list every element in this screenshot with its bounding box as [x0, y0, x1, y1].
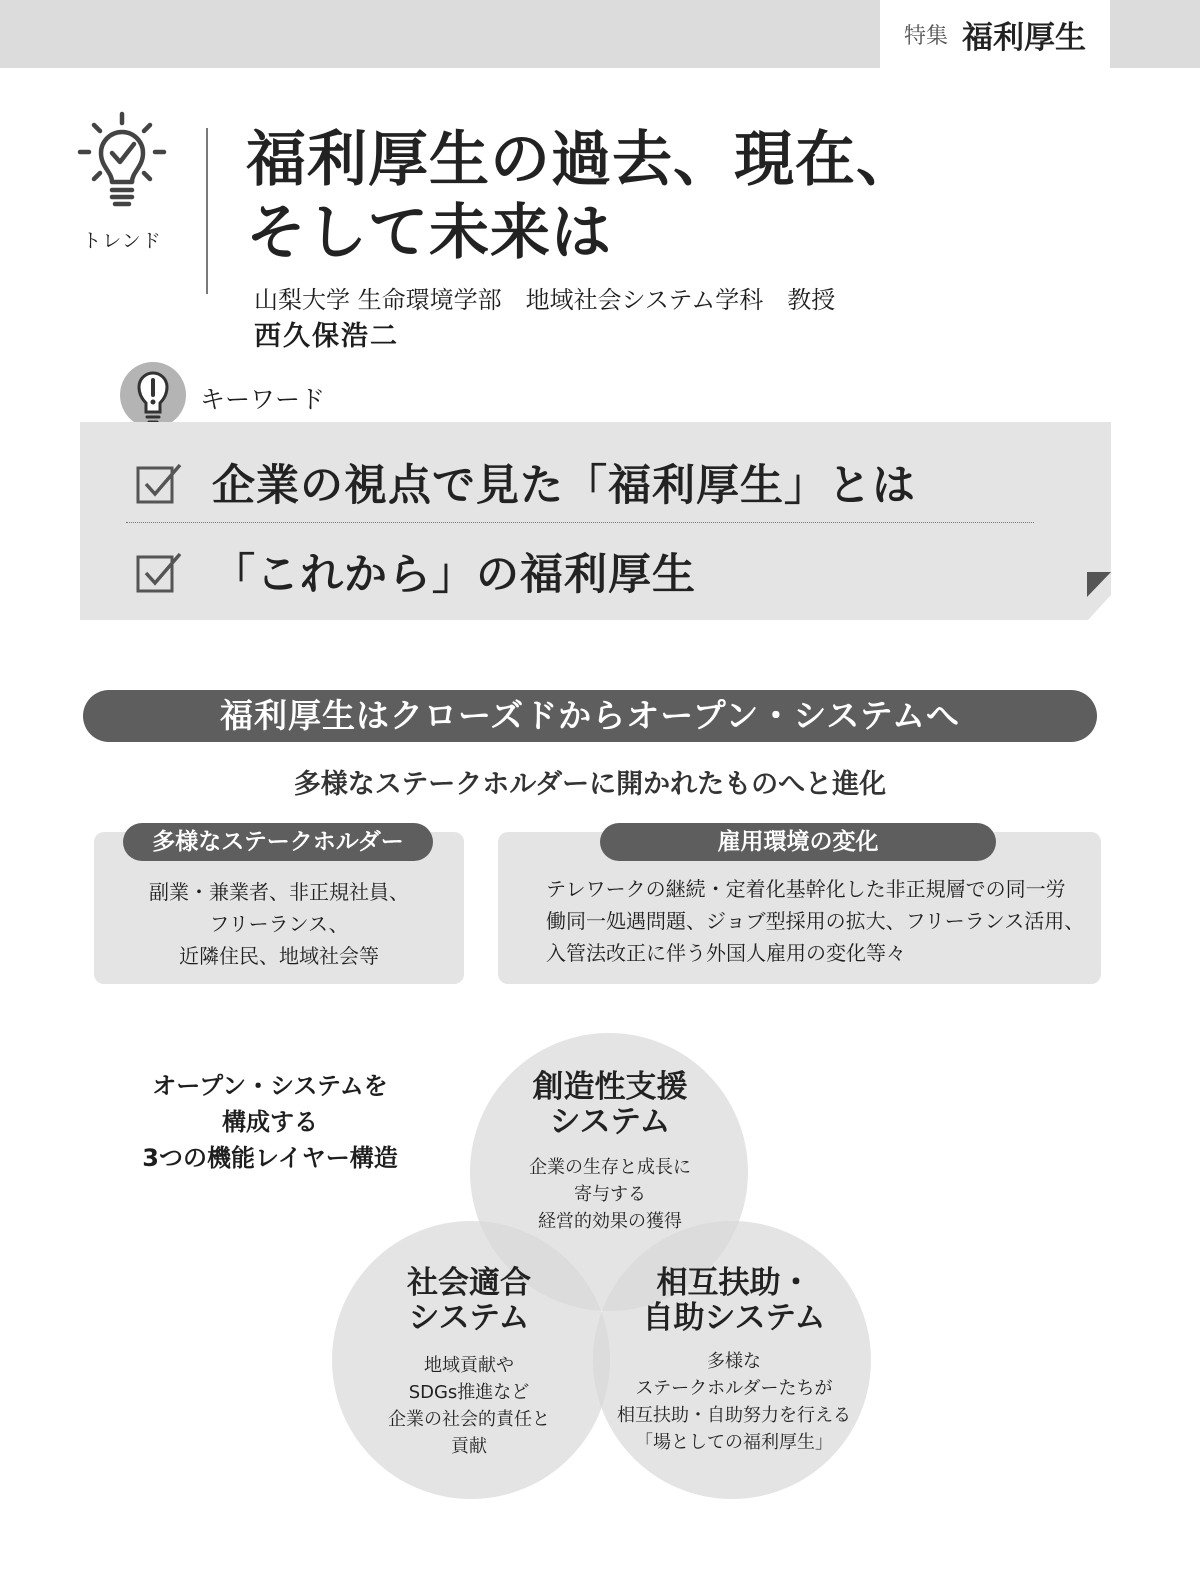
- section-banner: 福利厚生はクローズドからオープン・システムへ: [83, 690, 1097, 742]
- venn-desc-line: 地域貢献や: [424, 1355, 514, 1376]
- creativity-desc: [470, 1154, 750, 1235]
- venn-title-line: 創造性支援: [532, 1069, 688, 1105]
- feature-name: 福利厚生: [962, 19, 1086, 56]
- author-name: 西久保浩二: [254, 321, 399, 352]
- article-title: [246, 124, 1006, 270]
- section-subheading: 多様なステークホルダーに開かれたものへと進化: [293, 769, 887, 800]
- checkbox-icon: [136, 462, 182, 504]
- venn-title-line: 社会適合: [407, 1265, 531, 1301]
- panel-line: 近隣住民、地域社会等: [179, 944, 379, 968]
- social-desc: [334, 1352, 604, 1460]
- page-fold-corner: [1087, 572, 1111, 597]
- keyword-text: 「これから」の福利厚生: [212, 550, 696, 600]
- title-divider: [206, 128, 208, 294]
- trend-label: トレンド: [82, 230, 162, 252]
- venn-desc-line: SDGs推進など: [408, 1382, 530, 1403]
- lightbulb-check-icon: [74, 110, 170, 210]
- mutual-desc: [596, 1348, 872, 1456]
- keyword-divider: [126, 522, 1034, 523]
- title-line-2: そして未来は: [246, 198, 612, 268]
- employment-pill: 雇用環境の変化: [600, 823, 996, 861]
- title-line-1: 福利厚生の過去、現在、: [246, 125, 917, 195]
- keyword-item-1: [136, 452, 916, 513]
- venn-desc-line: 経営的効果の獲得: [538, 1211, 682, 1232]
- mutual-title: [596, 1266, 872, 1336]
- author-affiliation: 山梨大学 生命環境学部 地域社会システム学科 教授: [254, 286, 836, 314]
- venn-desc-line: 寄与する: [574, 1184, 646, 1205]
- social-title: [334, 1266, 604, 1336]
- keyword-item-2: [136, 541, 696, 602]
- caption-line: 構成する: [222, 1108, 318, 1136]
- keywords-label: キーワード: [200, 385, 326, 414]
- venn-desc-line: 貢献: [451, 1436, 487, 1457]
- venn-desc-line: 多様な: [707, 1351, 761, 1372]
- feature-tag: [880, 0, 1110, 68]
- venn-desc-line: 「場としての福利厚生」: [635, 1432, 833, 1453]
- panel-line: 副業・兼業者、非正規社員、: [149, 880, 409, 904]
- stakeholders-pill: 多様なステークホルダー: [123, 823, 433, 861]
- panel-line: フリーランス、: [209, 912, 349, 936]
- venn-desc-line: 企業の社会的責任と: [388, 1409, 550, 1430]
- venn-title-line: システム: [549, 1104, 671, 1140]
- creativity-title: [470, 1070, 750, 1140]
- feature-label: 特集: [903, 23, 948, 49]
- panel-line: 入管法改正に伴う外国人雇用の変化等々: [546, 941, 906, 965]
- panel-line: 働同一処遇問題、ジョブ型採用の拡大、フリーランス活用、: [546, 909, 1085, 933]
- venn-title-line: 相互扶助・: [656, 1265, 812, 1301]
- stakeholders-text: [94, 876, 464, 972]
- keyword-text: 企業の視点で見た「福利厚生」とは: [212, 461, 916, 511]
- venn-title-line: システム: [408, 1300, 530, 1336]
- caption-line: オープン・システムを: [152, 1072, 388, 1100]
- venn-desc-line: 企業の生存と成長に: [529, 1157, 691, 1178]
- caption-line: 3つの機能レイヤー構造: [142, 1144, 398, 1172]
- checkbox-icon: [136, 551, 182, 593]
- venn-title-line: 自助システム: [642, 1300, 826, 1336]
- panel-line: テレワークの継続・定着化基幹化した非正規層での同一労: [546, 877, 1066, 901]
- venn-desc-line: 相互扶助・自助努力を行える: [617, 1405, 851, 1426]
- employment-text: [546, 873, 1086, 969]
- venn-desc-line: ステークホルダーたちが: [635, 1378, 833, 1399]
